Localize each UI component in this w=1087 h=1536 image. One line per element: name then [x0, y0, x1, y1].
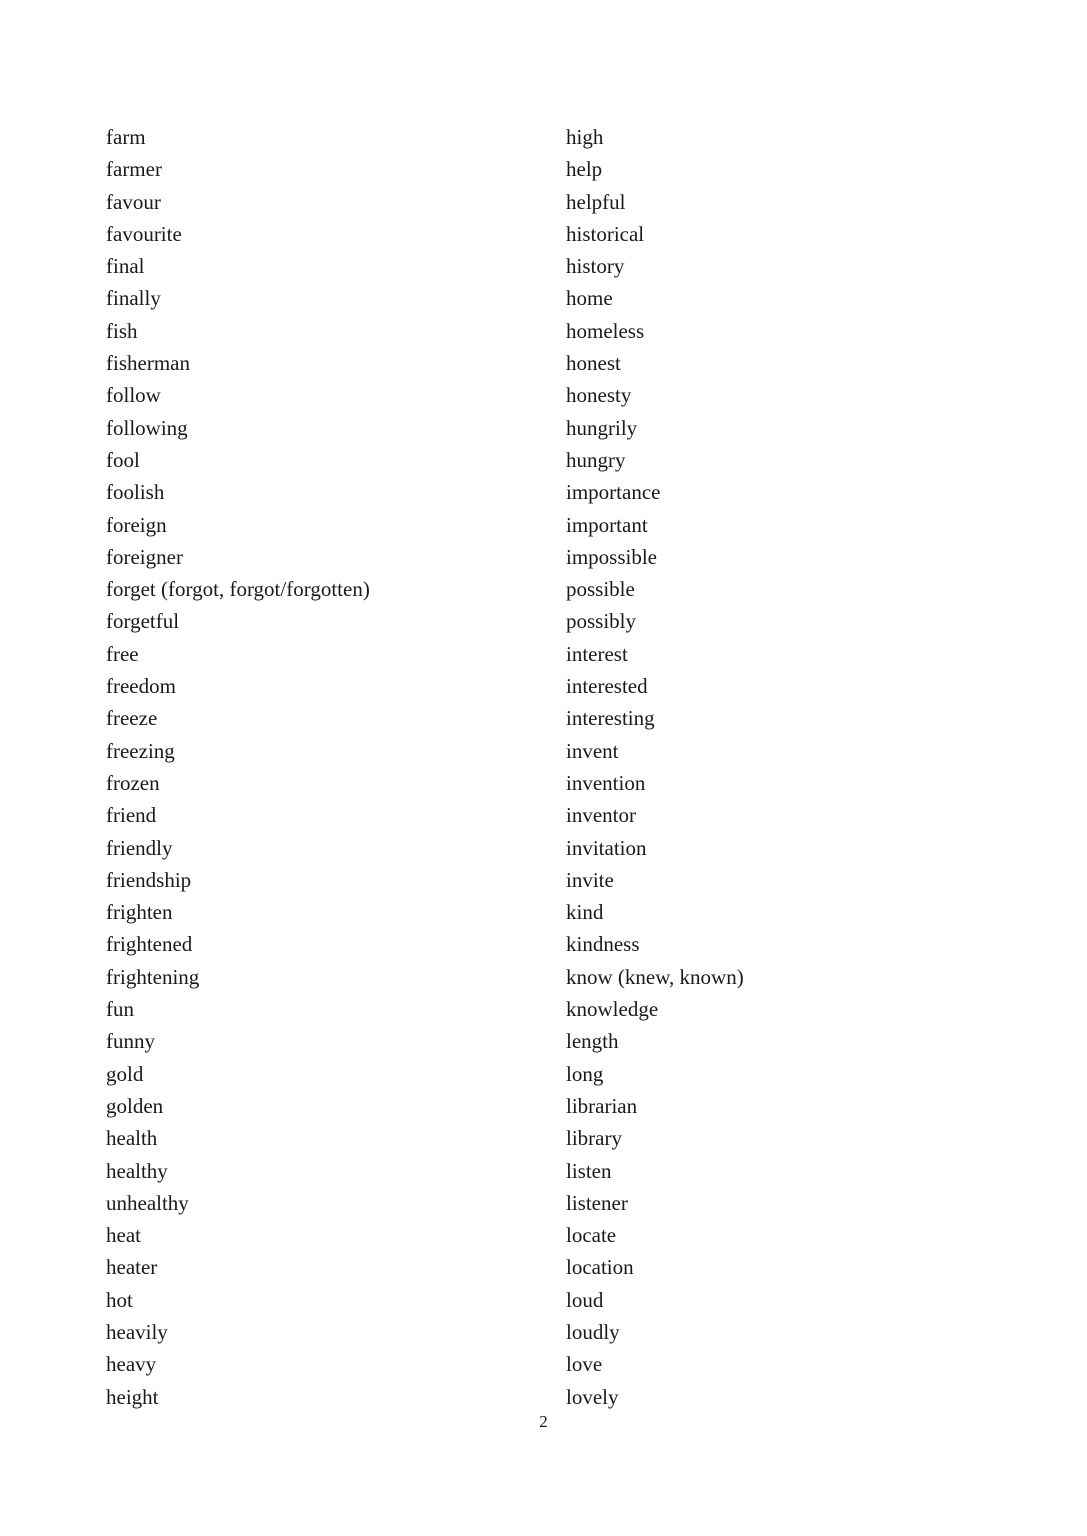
word-entry: heater [106, 1255, 158, 1280]
word-entry: heavy [106, 1352, 157, 1377]
word-entry: honesty [566, 383, 632, 408]
word-entry: know (knew, known) [566, 964, 744, 989]
word-list-right-column [566, 121, 1006, 1413]
word-entry: final [106, 254, 145, 279]
page-number: 2 [539, 1412, 548, 1431]
word-entry: loud [566, 1287, 604, 1312]
word-entry: fun [106, 997, 134, 1022]
word-entry: location [566, 1255, 634, 1280]
word-entry: homeless [566, 318, 645, 343]
word-entry: freedom [106, 674, 176, 699]
word-entry: invitation [566, 835, 647, 860]
word-entry: healthy [106, 1158, 168, 1183]
word-entry: frightening [106, 964, 200, 989]
word-entry: funny [106, 1029, 155, 1054]
word-entry: finally [106, 286, 161, 311]
word-entry: friendly [106, 835, 173, 860]
word-entry: invent [566, 738, 619, 763]
word-entry: farmer [106, 157, 162, 182]
word-entry: fisherman [106, 351, 190, 376]
word-entry: gold [106, 1061, 144, 1086]
word-entry: loudly [566, 1319, 620, 1344]
word-entry: foreign [106, 512, 167, 537]
word-entry: friendship [106, 867, 192, 892]
word-entry: freezing [106, 738, 175, 763]
word-entry: interesting [566, 706, 655, 731]
word-entry: golden [106, 1093, 164, 1118]
word-entry: health [106, 1126, 158, 1151]
word-entry: kindness [566, 932, 640, 957]
word-entry: invention [566, 770, 646, 795]
word-entry: high [566, 125, 604, 149]
word-entry: interested [566, 674, 648, 699]
word-entry: frozen [106, 770, 160, 795]
word-entry: fool [106, 447, 140, 472]
word-entry: inventor [566, 803, 636, 828]
word-entry: listen [566, 1158, 612, 1183]
word-entry: invite [566, 867, 614, 892]
word-entry: farm [106, 125, 146, 149]
word-entry: lovely [566, 1384, 619, 1409]
word-entry: listener [566, 1190, 628, 1215]
word-entry: height [106, 1384, 159, 1409]
word-entry: free [106, 641, 139, 666]
word-entry: hungry [566, 447, 626, 472]
word-entry: honest [566, 351, 621, 376]
word-entry: important [566, 512, 648, 537]
word-entry: unhealthy [106, 1190, 189, 1215]
word-entry: possible [566, 577, 635, 602]
word-entry: home [566, 286, 613, 311]
word-entry: possibly [566, 609, 637, 634]
word-entry: frightened [106, 932, 193, 957]
word-entry: forgetful [106, 609, 180, 634]
word-entry: locate [566, 1223, 617, 1248]
word-entry: helpful [566, 189, 626, 214]
word-entry: long [566, 1061, 604, 1086]
word-entry: heavily [106, 1319, 168, 1344]
word-entry: foreigner [106, 544, 183, 569]
word-entry: impossible [566, 544, 658, 569]
word-entry: freeze [106, 706, 158, 731]
word-entry: knowledge [566, 997, 659, 1022]
word-entry: friend [106, 803, 157, 828]
word-entry: history [566, 254, 625, 279]
word-entry: length [566, 1029, 619, 1054]
word-entry: hot [106, 1287, 133, 1312]
word-entry: help [566, 157, 603, 182]
word-entry: hungrily [566, 415, 638, 440]
word-entry: library [566, 1126, 622, 1151]
word-entry: kind [566, 900, 604, 925]
word-entry: fish [106, 318, 138, 343]
word-entry: favour [106, 189, 161, 214]
word-entry: interest [566, 641, 628, 666]
word-entry: librarian [566, 1093, 638, 1118]
word-entry: follow [106, 383, 161, 408]
word-entry: love [566, 1352, 603, 1377]
word-entry: favourite [106, 221, 182, 246]
word-list-left-column [106, 121, 546, 1413]
word-entry: heat [106, 1223, 141, 1248]
word-entry: forget (forgot, forgot/forgotten) [106, 577, 370, 602]
word-entry: frighten [106, 900, 173, 925]
word-entry: following [106, 415, 188, 440]
word-entry: importance [566, 480, 661, 505]
word-entry: foolish [106, 480, 165, 505]
word-entry: historical [566, 221, 645, 246]
